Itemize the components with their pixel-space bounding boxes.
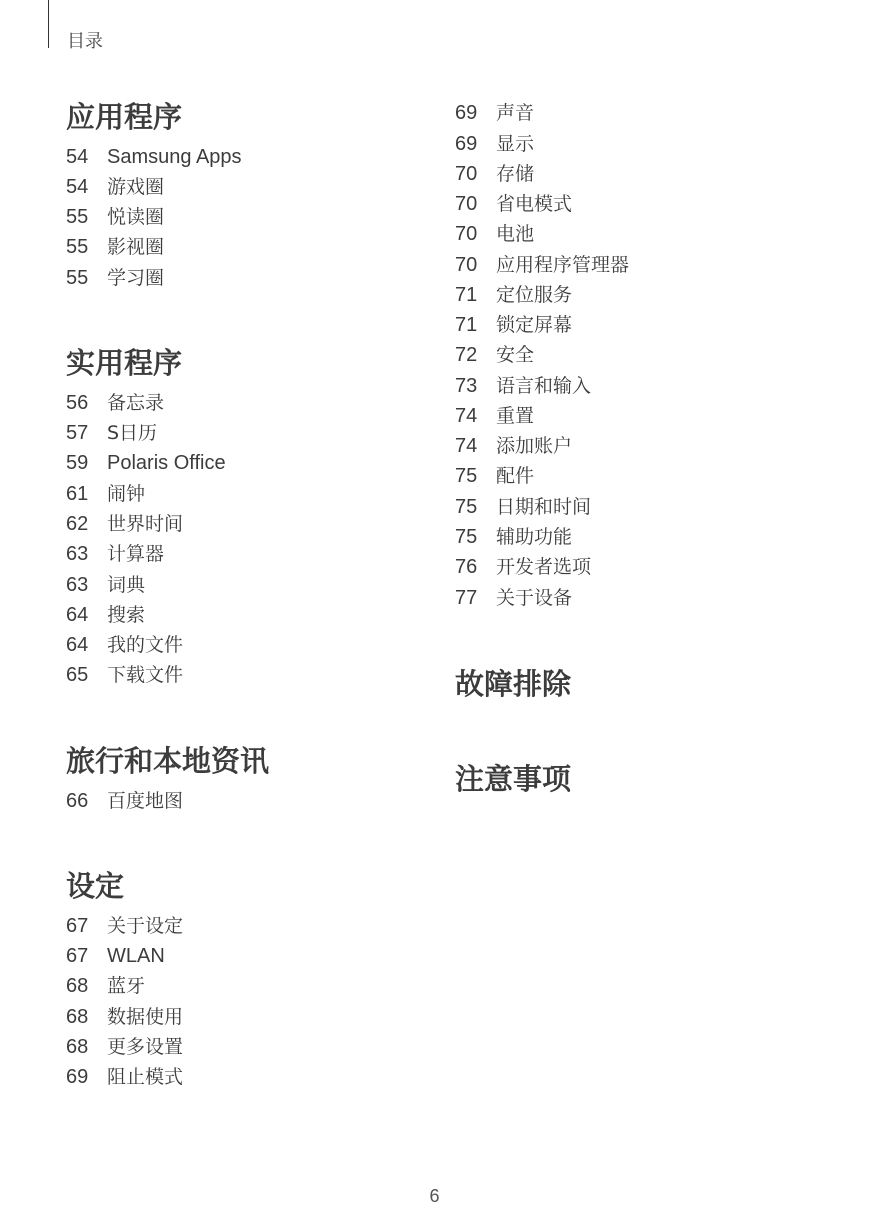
toc-entry-title: 关于设备 xyxy=(496,587,573,609)
toc-entry[interactable] xyxy=(455,132,534,156)
toc-page-number: 69 xyxy=(66,1066,89,1088)
toc-entry[interactable] xyxy=(66,205,164,229)
toc-entry-title: 省电模式 xyxy=(496,193,573,215)
toc-entry[interactable] xyxy=(66,573,145,597)
section-heading-utilities[interactable]: 实用程序 xyxy=(66,346,183,380)
toc-entry-title: 学习圈 xyxy=(107,267,165,289)
toc-entry[interactable] xyxy=(66,914,183,938)
section-heading-precautions[interactable]: 注意事项 xyxy=(455,762,572,796)
toc-entry[interactable] xyxy=(66,512,183,536)
toc-page-number: 75 xyxy=(455,526,478,548)
toc-entry[interactable] xyxy=(66,663,183,687)
toc-page-number: 67 xyxy=(66,915,89,937)
toc-entry-title: 词典 xyxy=(107,574,146,596)
toc-entry[interactable] xyxy=(455,495,591,519)
toc-entry-title: 存储 xyxy=(496,163,535,185)
toc-entry[interactable] xyxy=(455,374,591,398)
toc-entry-title: 应用程序管理器 xyxy=(496,254,630,276)
toc-entry[interactable] xyxy=(455,222,534,246)
toc-entry-title: Polaris Office xyxy=(107,452,226,474)
toc-entry[interactable] xyxy=(66,603,145,627)
toc-entry[interactable] xyxy=(455,162,534,186)
toc-entry[interactable] xyxy=(455,555,591,579)
header-rule xyxy=(48,0,49,48)
toc-entry[interactable] xyxy=(66,175,164,199)
toc-entry-title: 阻止模式 xyxy=(107,1066,184,1088)
toc-entry[interactable] xyxy=(455,525,572,549)
toc-page-number: 55 xyxy=(66,206,89,228)
toc-page-number: 66 xyxy=(66,790,89,812)
toc-entry[interactable] xyxy=(66,391,164,415)
toc-page-number: 74 xyxy=(455,405,478,427)
toc-page-number: 65 xyxy=(66,664,89,686)
toc-entry[interactable] xyxy=(66,421,157,445)
toc-entry[interactable] xyxy=(455,253,629,277)
toc-page-number: 59 xyxy=(66,452,89,474)
toc-entry-title: 日期和时间 xyxy=(496,496,592,518)
page-number: 6 xyxy=(429,1186,440,1206)
toc-page-number: 77 xyxy=(455,587,478,609)
toc-entry[interactable] xyxy=(66,974,145,998)
toc-page-number: 63 xyxy=(66,574,89,596)
toc-page-number: 73 xyxy=(455,375,478,397)
toc-entry-title: 下载文件 xyxy=(107,664,184,686)
toc-page-number: 55 xyxy=(66,267,89,289)
toc-page-number: 68 xyxy=(66,1006,89,1028)
toc-entry[interactable] xyxy=(66,944,165,968)
toc-entry[interactable] xyxy=(455,464,534,488)
toc-entry-title: 安全 xyxy=(496,344,535,366)
toc-page-number: 75 xyxy=(455,496,478,518)
toc-entry-title: 重置 xyxy=(496,405,535,427)
toc-entry-title: 搜索 xyxy=(107,604,146,626)
toc-page-number: 69 xyxy=(455,133,478,155)
toc-page-number: 55 xyxy=(66,236,89,258)
toc-entry[interactable] xyxy=(455,434,572,458)
toc-entry-title: 我的文件 xyxy=(107,634,184,656)
toc-entry[interactable] xyxy=(66,145,242,169)
toc-page-number: 70 xyxy=(455,163,478,185)
toc-entry-title: 添加账户 xyxy=(496,435,573,457)
toc-page-number: 75 xyxy=(455,465,478,487)
toc-entry[interactable] xyxy=(66,789,183,813)
toc-entry-title: 锁定屏幕 xyxy=(496,314,573,336)
toc-entry-title: 数据使用 xyxy=(107,1006,184,1028)
toc-entry[interactable] xyxy=(455,283,572,307)
toc-entry[interactable] xyxy=(66,482,145,506)
toc-entry-title: 计算器 xyxy=(107,543,165,565)
toc-page-number: 67 xyxy=(66,945,89,967)
section-heading-settings[interactable]: 设定 xyxy=(66,869,125,903)
toc-page-number: 71 xyxy=(455,314,478,336)
section-heading-troubleshooting[interactable]: 故障排除 xyxy=(455,667,572,701)
toc-entry[interactable] xyxy=(66,235,164,259)
toc-entry-title: 悦读圈 xyxy=(107,206,165,228)
toc-page-number: 70 xyxy=(455,193,478,215)
toc-entry-title: 蓝牙 xyxy=(107,975,146,997)
toc-page-number: 70 xyxy=(455,223,478,245)
toc-page-number: 62 xyxy=(66,513,89,535)
toc-page-number: 54 xyxy=(66,176,89,198)
toc-entry-title: 百度地图 xyxy=(107,790,184,812)
toc-entry-title: 声音 xyxy=(496,102,535,124)
toc-entry-title: 电池 xyxy=(496,223,535,245)
toc-entry-title: 语言和输入 xyxy=(496,375,592,397)
toc-page-number: 70 xyxy=(455,254,478,276)
toc-page-number: 57 xyxy=(66,422,89,444)
toc-entry-title: 游戏圈 xyxy=(107,176,165,198)
toc-entry-title: WLAN xyxy=(107,945,165,967)
toc-entry[interactable] xyxy=(66,1035,183,1059)
toc-entry-title: 显示 xyxy=(496,133,535,155)
toc-page-number: 69 xyxy=(455,102,478,124)
toc-entry-title: 影视圈 xyxy=(107,236,165,258)
toc-page-number: 76 xyxy=(455,556,478,578)
toc-page-number: 68 xyxy=(66,975,89,997)
toc-entry[interactable] xyxy=(66,1005,183,1029)
toc-entry-title: 定位服务 xyxy=(496,284,573,306)
toc-page-number: 64 xyxy=(66,604,89,626)
toc-entry-title: 更多设置 xyxy=(107,1036,184,1058)
toc-entry-title: 关于设定 xyxy=(107,915,184,937)
toc-page-number: 56 xyxy=(66,392,89,414)
section-heading-apps[interactable]: 应用程序 xyxy=(66,100,183,134)
toc-entry-title: Samsung Apps xyxy=(107,146,242,168)
toc-entry-title: 闹钟 xyxy=(107,483,146,505)
toc-page-number: 72 xyxy=(455,344,478,366)
toc-entry-title: 备忘录 xyxy=(107,392,165,414)
toc-entry-title: 开发者选项 xyxy=(496,556,592,578)
toc-entry[interactable] xyxy=(455,404,534,428)
toc-page-number: 61 xyxy=(66,483,89,505)
toc-page-number: 74 xyxy=(455,435,478,457)
toc-entry[interactable] xyxy=(66,451,226,475)
toc-entry[interactable] xyxy=(66,266,164,290)
toc-page-number: 71 xyxy=(455,284,478,306)
toc-entry[interactable] xyxy=(455,192,572,216)
toc-entry[interactable] xyxy=(455,101,534,125)
toc-entry[interactable] xyxy=(66,1065,183,1089)
toc-entry-title: 世界时间 xyxy=(107,513,184,535)
toc-entry-title: 配件 xyxy=(496,465,535,487)
toc-page-number: 63 xyxy=(66,543,89,565)
toc-entry[interactable] xyxy=(455,586,572,610)
toc-entry-title: S日历 xyxy=(107,422,158,444)
toc-entry[interactable] xyxy=(66,633,183,657)
toc-entry[interactable] xyxy=(66,542,164,566)
toc-entry-title: 辅助功能 xyxy=(496,526,573,548)
toc-page-number: 68 xyxy=(66,1036,89,1058)
toc-entry[interactable] xyxy=(455,343,534,367)
toc-page-number: 64 xyxy=(66,634,89,656)
running-header-title: 目录 xyxy=(67,31,103,52)
section-heading-travel[interactable]: 旅行和本地资讯 xyxy=(66,744,270,778)
toc-page-number: 54 xyxy=(66,146,89,168)
toc-entry[interactable] xyxy=(455,313,572,337)
